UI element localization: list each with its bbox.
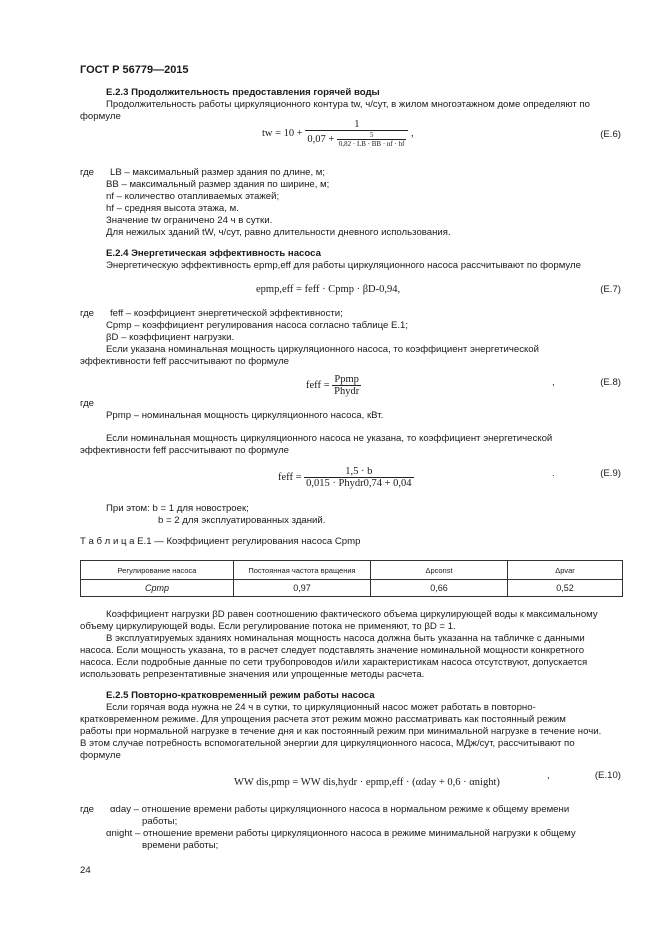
formula-e10: WW dis,pmp = WW dis,hydr · epmp,eff · (αday + 0,6 · αnight) xyxy=(234,777,500,788)
table-cell: 0,97 xyxy=(234,580,371,597)
paragraph: эффективности feff рассчитывают по формуле xyxy=(80,445,290,456)
paragraph: Если указана номинальная мощность циркуляционного насоса, то коэффициент энергетической xyxy=(106,344,539,355)
definition: времени работы; xyxy=(142,840,219,851)
paragraph: Если номинальная мощность циркуляционного насоса не указана, то коэффициент энергетической xyxy=(106,433,553,444)
note: Для нежилых зданий tW, ч/сут, равно длительности дневного использования. xyxy=(106,227,451,238)
table-cell: Cpmp xyxy=(81,580,234,597)
definition: работы; xyxy=(142,816,178,827)
definition: Ppmp – номинальная мощность циркуляционного насоса, кВт. xyxy=(106,410,384,421)
table-header-row xyxy=(81,561,623,580)
definition: nf – количество отапливаемых этажей; xyxy=(106,191,280,202)
equation-number: (E.8) xyxy=(600,377,621,388)
paragraph: насоса. Если мощность указана, то в расчет следует подставлять значение номинальной мощности конкретного xyxy=(80,645,585,656)
paragraph: В эксплуатируемых зданиях номинальная мощность насоса должна быть указанна на табличке с данными xyxy=(106,633,585,644)
formula-comma: , xyxy=(552,377,555,388)
paragraph: Если горячая вода нужна не 24 ч в сутки, то циркуляционный насос может работать в повторно- xyxy=(106,702,536,713)
formula-comma: , xyxy=(547,770,550,781)
page-number: 24 xyxy=(80,865,91,876)
definition: αday – отношение времени работы циркуляционного насоса в нормальном режиме к общему времени xyxy=(110,804,570,815)
table-row xyxy=(81,580,623,597)
definition: Cpmp – коэффициент регулирования насоса согласно таблице E.1; xyxy=(106,320,409,331)
definition: feff – коэффициент энергетической эффективности; xyxy=(110,308,343,319)
table-header-cell: Δpconst xyxy=(371,561,508,580)
equation-number: (E.6) xyxy=(600,129,621,140)
paragraph: насоса. Если подробные данные по сети трубопроводов и/или характеристикам насоса отсутствуют, допускается xyxy=(80,657,588,668)
paragraph: В этом случае потребность вспомогательной энергии для циркуляционного насоса, МДж/сут, рассчитывают по xyxy=(80,738,575,749)
where-label: где xyxy=(80,398,95,409)
definition: βD – коэффициент нагрузки. xyxy=(106,332,235,343)
section-heading-e25: E.2.5 Повторно-кратковременный режим работы насоса xyxy=(106,690,375,701)
paragraph: объему циркулирующей воды. Если регулирование потока не применяют, то βD = 1. xyxy=(80,621,456,632)
definition: hf – средняя высота этажа, м. xyxy=(106,203,239,214)
equation-number: (E.7) xyxy=(600,284,621,295)
paragraph: работы при нормальной нагрузке в течение дня и как постоянный режим при минимальной нагрузке в течение ночи. xyxy=(80,726,602,737)
formula-e8: feff = $\frac{\text{Ppmp}}{\text{Phydr}}$ xyxy=(306,374,360,397)
paragraph: Энергетическую эффективность epmp,eff для работы циркуляционного насоса рассчитывают по формуле xyxy=(106,260,581,271)
formula-dot: . xyxy=(552,468,555,479)
section-heading-e23: E.2.3 Продолжительность предоставления горячей воды xyxy=(106,87,380,98)
table-header-cell: Регулирование насоса xyxy=(81,561,234,580)
paragraph: использовать репрезентативные значения или упрощенные методы расчета. xyxy=(80,669,425,680)
note: Значение tw ограничено 24 ч в сутки. xyxy=(106,215,273,226)
table-header-cell: Δpvar xyxy=(508,561,623,580)
condition: b = 2 для эксплуатированных зданий. xyxy=(158,515,326,526)
paragraph: формуле xyxy=(80,750,121,761)
table-header-cell: Постоянная частота вращения xyxy=(234,561,371,580)
formula-e7: epmp,eff = feff · Cpmp · βD-0,94, xyxy=(256,284,401,295)
document-header: ГОСТ Р 56779—2015 xyxy=(80,64,189,76)
definition: αnight – отношение времени работы циркуляционного насоса в режиме минимальной нагрузки к общему xyxy=(106,828,576,839)
where-label: где xyxy=(80,804,95,815)
coefficient-table xyxy=(80,560,623,597)
table-cell: 0,66 xyxy=(371,580,508,597)
definition: BB – максимальный размер здания по ширине, м; xyxy=(106,179,330,190)
section-heading-e24: E.2.4 Энергетическая эффективность насоса xyxy=(106,248,321,259)
paragraph: эффективности feff рассчитывают по формуле xyxy=(80,356,290,367)
where-label: где xyxy=(80,167,95,178)
formula-e9: feff = $\frac{1,5 \cdot b}{\text{0,015 · Phydr0,74 + 0,04}}$ xyxy=(278,466,412,489)
paragraph: Коэффициент нагрузки βD равен соотношению фактического объема циркулирующей воды к максимальному xyxy=(106,609,598,620)
condition: При этом: b = 1 для новостроек; xyxy=(106,503,249,514)
paragraph: Продолжительность работы циркуляционного контура tw, ч/сут, в жилом многоэтажном доме определяют по xyxy=(106,99,590,110)
equation-number: (E.10) xyxy=(594,770,621,781)
formula-e6: tw = 10 + 1 0,07 + $\frac{5}{0,82 \cdot LB \cdot BB \cdot nf \cdot hf}$ , xyxy=(262,119,414,148)
paragraph: кратковременном режиме. Для упрощения расчета этот режим можно рассматривать как постоянный режим xyxy=(80,714,566,725)
definition: LB – максимальный размер здания по длине, м; xyxy=(110,167,326,178)
equation-number: (E.9) xyxy=(600,468,621,479)
table-caption: Т а б л и ц а E.1 — Коэффициент регулирования насоса Cpmp xyxy=(80,536,361,547)
paragraph: формуле xyxy=(80,111,121,122)
where-label: где xyxy=(80,308,95,319)
table-cell: 0,52 xyxy=(508,580,623,597)
